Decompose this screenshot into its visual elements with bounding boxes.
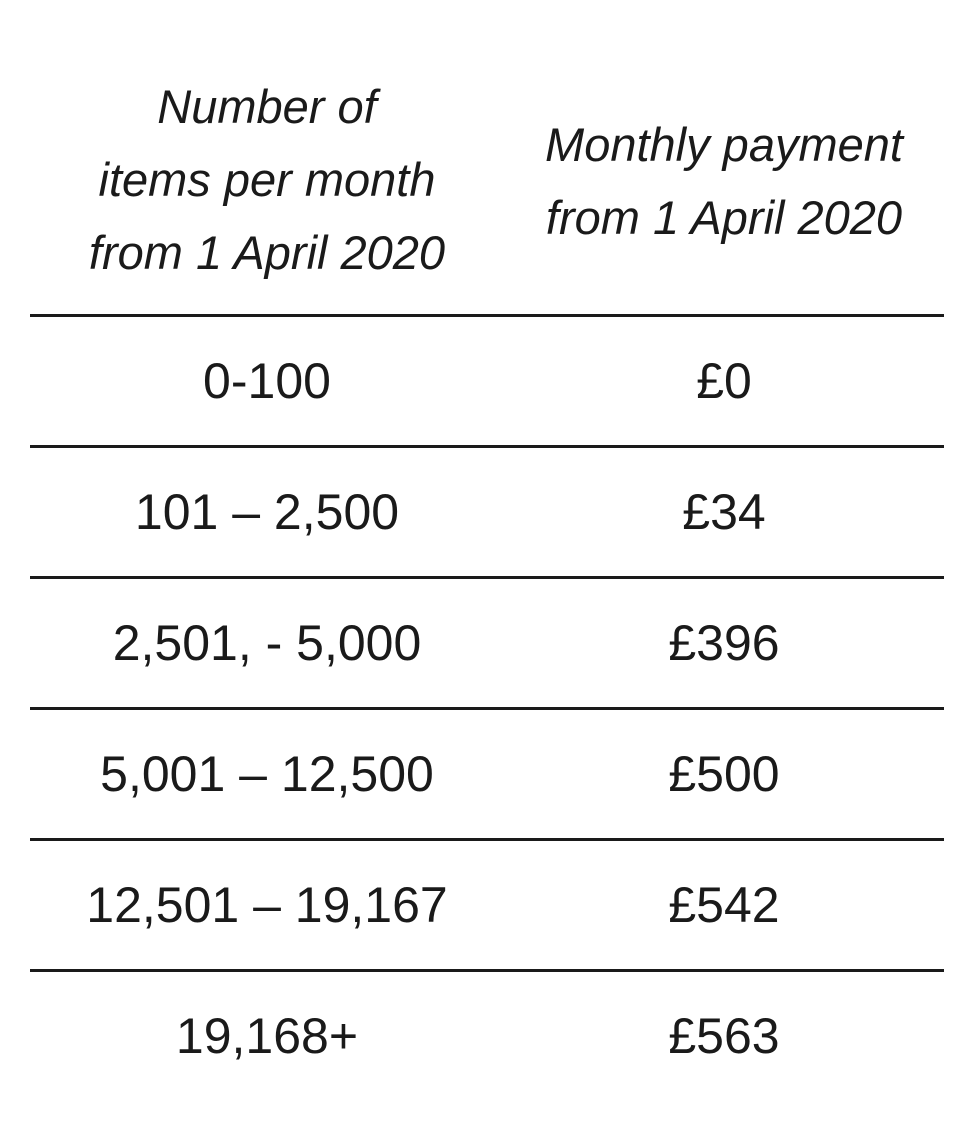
header-text-line: Number of <box>157 80 377 133</box>
table-row <box>30 448 944 579</box>
items-range-cell: 12,501 – 19,167 <box>86 877 448 933</box>
payment-cell: £34 <box>682 484 766 540</box>
header-text-line: from 1 April 2020 <box>545 191 903 244</box>
payment-cell: £0 <box>696 353 752 409</box>
items-range-cell: 0-100 <box>203 353 331 409</box>
header-text-line: Monthly payment <box>545 118 903 171</box>
table-header-row <box>30 0 944 317</box>
items-range-cell: 101 – 2,500 <box>134 484 400 540</box>
table-row <box>30 972 944 1103</box>
header-text-line: from 1 April 2020 <box>88 226 446 279</box>
items-range-cell: 2,501, - 5,000 <box>112 615 422 671</box>
payment-cell: £500 <box>668 746 780 802</box>
payment-cell: £542 <box>668 877 780 933</box>
payment-table <box>30 0 944 1103</box>
header-items-per-month <box>30 70 504 289</box>
items-range-cell: 5,001 – 12,500 <box>100 746 434 802</box>
table-row <box>30 841 944 972</box>
table-row <box>30 710 944 841</box>
table-row <box>30 317 944 448</box>
items-range-cell: 19,168+ <box>175 1008 359 1064</box>
table-row <box>30 579 944 710</box>
payment-cell: £396 <box>668 615 780 671</box>
header-text-line: items per month <box>98 153 436 206</box>
payment-cell: £563 <box>668 1008 780 1064</box>
header-monthly-payment <box>504 108 944 254</box>
